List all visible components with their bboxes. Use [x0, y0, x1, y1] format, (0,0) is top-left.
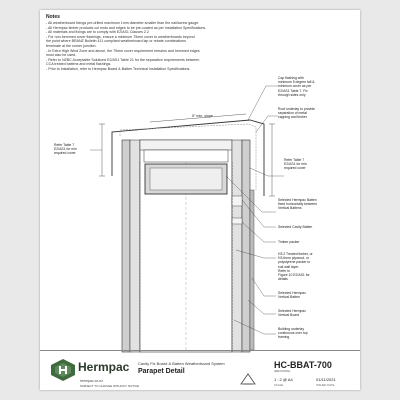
leader-table-right	[250, 168, 284, 176]
callout-table-left	[54, 143, 77, 156]
callout-cavity-batten	[278, 225, 312, 229]
callout-line: through sides only	[278, 92, 306, 97]
notes-line: must also be used.	[46, 53, 77, 58]
scale-label: SCALE	[274, 383, 284, 387]
leader-cap-flashing	[248, 86, 278, 120]
callout-line: Vertical Board	[278, 313, 300, 318]
callout-line: framing	[278, 335, 290, 340]
callout-timber-packer	[278, 240, 300, 244]
callout-line: Selected Hermpac	[278, 291, 306, 295]
callout-line: E2/AS1 for min	[54, 147, 77, 152]
notes-title: Notes	[46, 14, 60, 20]
callout-line: Timber packer	[278, 240, 300, 244]
vertical-batten-right	[232, 140, 242, 352]
detail-title: Parapet Detail	[138, 368, 185, 375]
callout-roof-underlay	[278, 107, 315, 120]
callout-line: Selected Hermpac	[278, 309, 306, 313]
system-name: Cavity Fix Board & Batten Weatherboard System	[138, 361, 225, 366]
callout-line: Vertical Batten	[278, 295, 300, 300]
hermpac-logo-icon	[50, 358, 76, 382]
callout-hermpac-batten	[278, 198, 317, 211]
brand-subject-note: SUBJECT TO CHANGE WITHOUT NOTICE	[80, 384, 140, 388]
callout-line: Refer to	[278, 268, 291, 273]
vertical-batten-left	[130, 140, 140, 352]
callout-building-underlay	[278, 327, 308, 340]
issue-date-value: 01/11/2021	[316, 377, 336, 382]
callout-cap-flashing	[278, 76, 315, 97]
vertical-board-right	[242, 140, 250, 352]
callout-line: required cover	[284, 166, 306, 171]
top-wedge	[144, 150, 228, 162]
notes-line: - Refer to NZBC Acceptable Solutions E2/AS1 Table 21 for the separation requirements between	[46, 57, 200, 62]
callout-line: minimum 5 degree fall &	[278, 80, 315, 85]
callout-line: minimum cover as per	[278, 84, 312, 89]
callout-line: E2/AS1 Table 7. Fix	[278, 88, 308, 93]
brand-website: hermpac.co.nz	[80, 379, 103, 383]
callout-line: capping and timber	[278, 115, 307, 120]
notes-line: CCA treated battens and metal flashings.	[46, 62, 112, 67]
notes-line: - All Hermpac timber products cut ends and edges to be pre-coated as per Installation Specifications.	[46, 25, 207, 30]
notes-line: - For non-hemmed cover flashings, ensure a minimum 75mm cover to weatherboards beyond	[46, 34, 195, 39]
callout-line: suit wall layer.	[278, 264, 300, 269]
leader-vertical-batten	[252, 278, 276, 296]
cavity-batten	[232, 196, 242, 206]
notes-line: - In Extra High Wind Zone and above, the 75mm cover requirement remains and hemmed edges	[46, 48, 200, 53]
brand-name: Hermpac	[78, 360, 130, 374]
horizontal-batten-inner	[150, 168, 222, 190]
timber-packer-top	[140, 140, 232, 150]
callout-vertical-board	[278, 309, 306, 317]
revision-label: (REVISION)	[274, 369, 291, 373]
callout-line: fixed horizontally between	[278, 202, 318, 207]
notes-line: - All materials and fixings are to comply with E2/AS1 Clauses 2.2	[46, 30, 149, 35]
callout-h3-timber	[278, 252, 313, 281]
notes-line: the point where BRANZ Bulletin 411 compliant weatherboard lap or rebate combinations	[46, 39, 186, 44]
callout-line: details	[278, 277, 288, 282]
callout-line: E2/AS1 for min	[284, 162, 307, 167]
callout-line: Refer Table 7	[284, 158, 305, 162]
callout-line: H3.6mm plywood, or	[278, 256, 310, 261]
callout-line: Selected Hermpac Batten	[278, 198, 317, 202]
drawing-code: HC-BBAT-700	[274, 360, 332, 370]
callout-line: separation of metal	[278, 111, 307, 116]
slope-label: 5° min. slope	[192, 114, 213, 118]
certification-logo-icon	[240, 373, 256, 385]
callout-line: Figure 10 E2/AS1 for	[278, 273, 310, 278]
callout-line: continuous over top	[278, 331, 308, 336]
vertical-board-left	[122, 140, 130, 352]
scale-value: 1 : 2 @ A4	[274, 377, 293, 382]
callout-line: Refer Table 7	[54, 143, 75, 147]
title-block	[40, 350, 360, 391]
callout-line: required cover	[54, 151, 76, 156]
callout-line: Roof underlay to provide	[278, 107, 315, 111]
callout-table-right	[284, 158, 307, 171]
notes-line: - All weatherboard fixings pre-drilled maximum 1mm diameter smaller than the nail/screw gauge.	[46, 21, 200, 25]
callout-line: Selected Cavity Batten	[278, 225, 313, 229]
callout-line: H3.2 Treated timber, or	[278, 252, 313, 256]
notes-line: terminate at the corner junction.	[46, 43, 97, 48]
callout-line: Cap flashing with	[278, 76, 304, 80]
issue-date-label: ISSUED DATE	[316, 383, 335, 387]
callout-line: polystyrene packer to	[278, 260, 311, 265]
callout-vertical-batten	[278, 291, 306, 299]
callout-line: Vertical Battens	[278, 206, 302, 211]
callout-line: Building underlay	[278, 327, 305, 331]
timber-packer	[232, 218, 242, 224]
notes-line: - Prior to installation, refer to Hermpac Board & Batten Technical Installation Specifications.	[46, 66, 191, 71]
